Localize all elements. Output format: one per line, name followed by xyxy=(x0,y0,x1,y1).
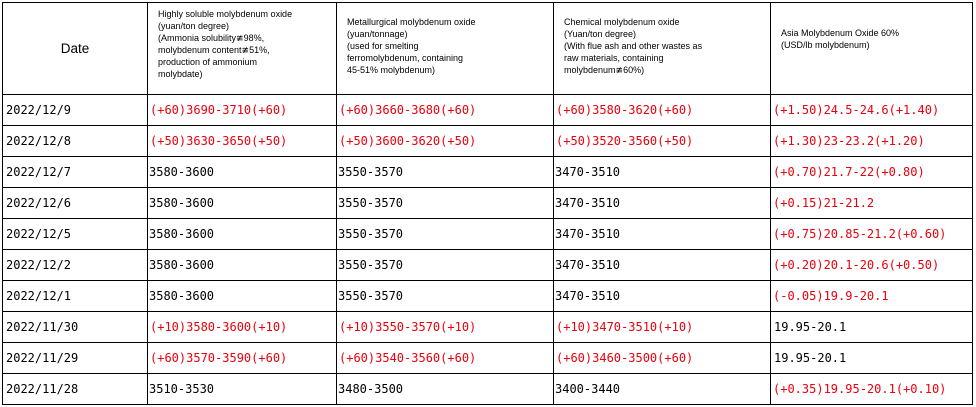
header-chemical-molybdenum-oxide xyxy=(554,3,771,95)
price-cell: 3550-3570 xyxy=(337,250,554,281)
table-row xyxy=(3,343,973,374)
header-line: Asia Molybdenum Oxide 60% xyxy=(781,28,900,38)
price-cell: (+0.15)21-21.2 xyxy=(771,188,973,219)
date-cell: 2022/12/7 xyxy=(3,157,148,188)
price-cell: 3400-3440 xyxy=(554,374,771,405)
header-metallurgical-molybdenum-oxide xyxy=(337,3,554,95)
table-row xyxy=(3,95,973,126)
header-row xyxy=(3,3,973,95)
price-cell: 3480-3500 xyxy=(337,374,554,405)
price-cell: (+0.20)20.1-20.6(+0.50) xyxy=(771,250,973,281)
price-cell: 3580-3600 xyxy=(148,188,337,219)
price-cell: 19.95-20.1 xyxy=(771,343,973,374)
header-line: (USD/lb molybdenum) xyxy=(781,40,870,50)
date-cell: 2022/12/1 xyxy=(3,281,148,312)
price-cell: (+60)3660-3680(+60) xyxy=(337,95,554,126)
price-cell: (+0.35)19.95-20.1(+0.10) xyxy=(771,374,973,405)
table-row xyxy=(3,219,973,250)
price-cell: 3550-3570 xyxy=(337,281,554,312)
price-cell: 3470-3510 xyxy=(554,281,771,312)
molybdenum-oxide-price-table xyxy=(2,2,973,405)
date-cell: 2022/12/5 xyxy=(3,219,148,250)
price-cell: (+60)3580-3620(+60) xyxy=(554,95,771,126)
header-line: (With flue ash and other wastes as xyxy=(564,41,703,51)
date-cell: 2022/12/9 xyxy=(3,95,148,126)
table-row xyxy=(3,126,973,157)
header-line: 45-51% molybdenum) xyxy=(347,65,436,75)
header-line: ferromolybdenum, containing xyxy=(347,53,464,63)
price-cell: (+60)3570-3590(+60) xyxy=(148,343,337,374)
price-cell: 3470-3510 xyxy=(554,188,771,219)
price-cell: 3580-3600 xyxy=(148,250,337,281)
table-row xyxy=(3,312,973,343)
header-highly-soluble-molybdenum-oxide xyxy=(148,3,337,95)
price-cell: 3580-3600 xyxy=(148,219,337,250)
header-line: (yuan/ton degree) xyxy=(158,21,230,31)
header-line: molybdate) xyxy=(158,69,203,79)
header-asia-molybdenum-oxide-60 xyxy=(771,3,973,95)
table-row xyxy=(3,374,973,405)
price-cell: 3470-3510 xyxy=(554,157,771,188)
date-cell: 2022/11/28 xyxy=(3,374,148,405)
date-cell: 2022/12/2 xyxy=(3,250,148,281)
header-line: molybdenum content≇51%, xyxy=(158,45,270,55)
table-row xyxy=(3,281,973,312)
table-row xyxy=(3,250,973,281)
price-cell: 3550-3570 xyxy=(337,188,554,219)
price-cell: 3550-3570 xyxy=(337,219,554,250)
header-line: molybdenum≇60%) xyxy=(564,65,645,75)
price-cell: (+0.75)20.85-21.2(+0.60) xyxy=(771,219,973,250)
price-cell: (+60)3540-3560(+60) xyxy=(337,343,554,374)
price-cell: (+0.70)21.7-22(+0.80) xyxy=(771,157,973,188)
price-cell: (+50)3630-3650(+50) xyxy=(148,126,337,157)
price-cell: 3580-3600 xyxy=(148,157,337,188)
header-date: Date xyxy=(3,3,148,95)
price-cell: 3470-3510 xyxy=(554,250,771,281)
price-cell: (+10)3550-3570(+10) xyxy=(337,312,554,343)
price-cell: 3550-3570 xyxy=(337,157,554,188)
price-cell: (+1.50)24.5-24.6(+1.40) xyxy=(771,95,973,126)
price-cell: (+1.30)23-23.2(+1.20) xyxy=(771,126,973,157)
date-cell: 2022/12/8 xyxy=(3,126,148,157)
price-cell: (+50)3520-3560(+50) xyxy=(554,126,771,157)
date-cell: 2022/12/6 xyxy=(3,188,148,219)
header-line: production of ammonium xyxy=(158,57,258,67)
header-line: raw materials, containing xyxy=(564,53,664,63)
price-cell: (+60)3690-3710(+60) xyxy=(148,95,337,126)
header-line: Metallurgical molybdenum oxide xyxy=(347,17,476,27)
header-line: (used for smelting xyxy=(347,41,419,51)
price-rows xyxy=(3,95,973,405)
header-line: Highly soluble molybdenum oxide xyxy=(158,9,293,19)
price-cell: (+50)3600-3620(+50) xyxy=(337,126,554,157)
header-line: Chemical molybdenum oxide xyxy=(564,17,680,27)
date-cell: 2022/11/29 xyxy=(3,343,148,374)
table-row xyxy=(3,188,973,219)
price-cell: 19.95-20.1 xyxy=(771,312,973,343)
date-cell: 2022/11/30 xyxy=(3,312,148,343)
price-cell: (+60)3460-3500(+60) xyxy=(554,343,771,374)
price-cell: (+10)3470-3510(+10) xyxy=(554,312,771,343)
price-cell: (-0.05)19.9-20.1 xyxy=(771,281,973,312)
price-cell: 3470-3510 xyxy=(554,219,771,250)
table-row xyxy=(3,157,973,188)
price-cell: 3580-3600 xyxy=(148,281,337,312)
header-line: (yuan/tonnage) xyxy=(347,29,408,39)
header-line: (Ammonia solubility≇98%, xyxy=(158,33,265,43)
price-cell: 3510-3530 xyxy=(148,374,337,405)
header-line: (Yuan/ton degree) xyxy=(564,29,637,39)
price-cell: (+10)3580-3600(+10) xyxy=(148,312,337,343)
